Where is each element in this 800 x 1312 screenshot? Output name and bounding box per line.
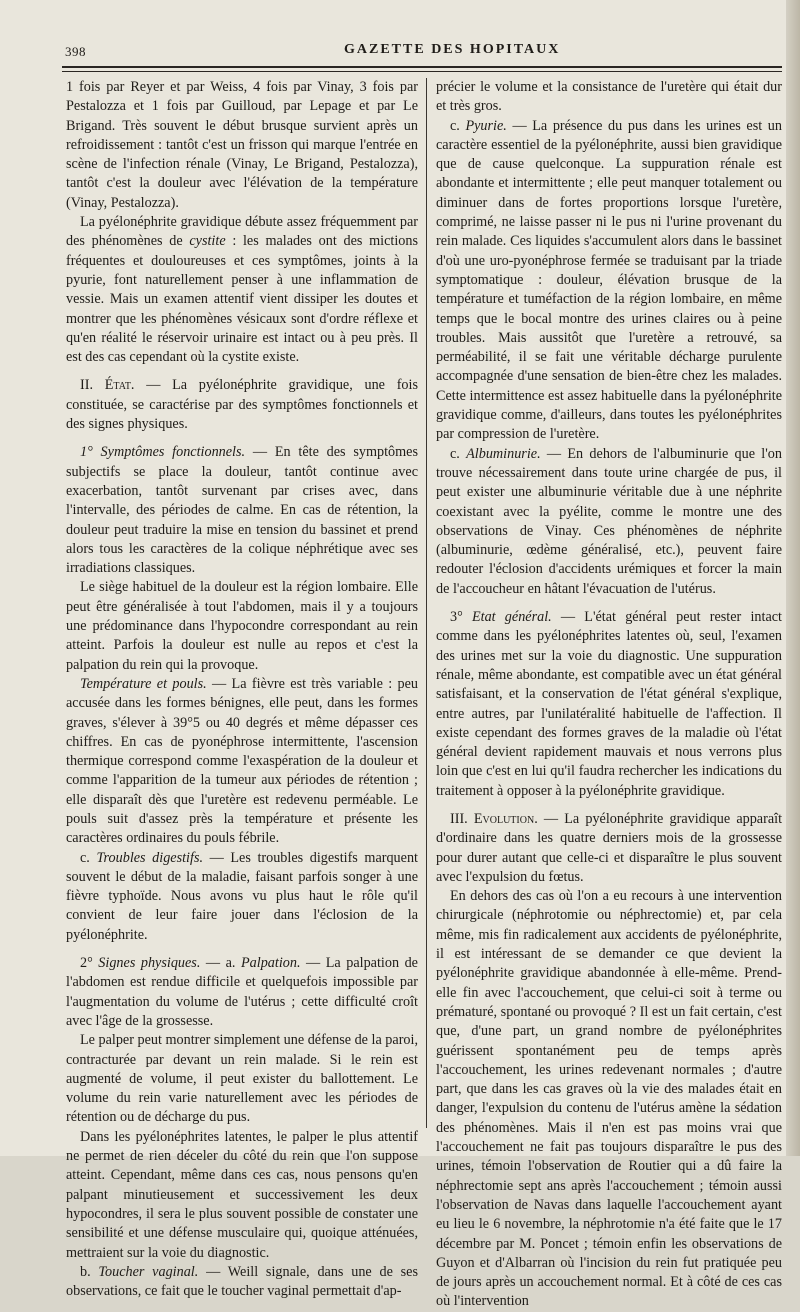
paragraph: c. Albuminurie. — En dehors de l'albuminurie que l'on trouve nécessairement dans toute urine chargée de pus, il peut exister une albuminurie véritable due à une néphrite coexistant avec la pyélite, comme le montre une des observations de Vinay. Ces phénomènes de néphrite (albuminurie, œdème généralisé, etc.), peuvent faire redouter l'éclosion d'accidents urémiques et forcer la main de l'accoucheur en hâtant l'évacuation de l'utérus. <box>436 445 782 597</box>
paragraph: Dans les pyélonéphrites latentes, le palper le plus attentif ne permet de rien déceler du côté du rein que l'on suppose atteint. Cependant, même dans ces cas, nous pensons qu'en palpant minutieusement et successivement les deux hypocondres, il sera le plus souvent possible de constater une sensibilité et une défense musculaire qui, quoique atténuées, mettraient sur la voie du diagnostic. <box>66 1128 418 1261</box>
left-column <box>66 78 418 1301</box>
section-heading-paragraph: III. Evolution. — La pyélonéphrite gravidique apparaît d'ordinaire dans les quatre derniers mois de la grossesse pour durer autant que celle-ci et disparaître le plus souvent avec l'expulsion du fœtus. <box>436 810 783 885</box>
running-title: GAZETTE DES HOPITAUX <box>344 42 561 57</box>
paragraph: Le palper peut montrer simplement une défense de la paroi, contracturée par devant un rein malade. Si le rein est augmenté de volume, il peut exister du ballottement. Le volume du rein varie naturellement avec les périodes de rétention ou de décharge du pus. <box>66 1032 419 1126</box>
paragraph: 2° Signes physiques. — a. Palpation. — La palpation de l'abdomen est rendue difficile et quelquefois impossible par l'augmentation du volume de l'utérus ; cette difficulté croît avec l'âge de la grossesse. <box>66 955 418 1029</box>
paragraph: Le siège habituel de la douleur est la région lombaire. Elle peut être généralisée à tout l'abdomen, mais il y a toujours une prédominance dans l'hypocondre correspondant au rein atteint. Parfois la douleur est nulle au repos et c'est la palpation du rein qui la provoque. <box>66 579 418 673</box>
paragraph: 1 fois par Reyer et par Weiss, 4 fois par Vinay, 3 fois par Pestalozza et 1 fois par Guilloud, par Lepage et par Le Brigand. Très souvent le début brusque survient après un refroidissement : tantôt c'est un frisson qui marque l'entrée en scène de l'infection rénale (Vinay, Le Brigand, Pestalozza), tantôt c'est la douleur avec l'élévation de la température (Vinay, Pestalozza). <box>66 79 418 211</box>
section-heading: III. Evolution. <box>450 810 538 827</box>
paragraph: Température et pouls. — La fièvre est très variable : peu accusée dans les formes bénignes, elle peut, dans les formes graves, s'élever à 39°5 ou 40 degrés et même dépasser ces chiffres. En cas de pyonéphrose intermittente, l'ascension thermique correspond comme l'exaspération de la douleur et comme l'apparition de la tumeur aux périodes de rétention ; elle disparaît dès que l'uretère est redevenu perméable. Le pouls suit d'assez près la température et présente les caractères ordinaires du pouls fébrile. <box>66 675 418 847</box>
header-rule-thin <box>62 71 782 72</box>
section-heading-paragraph: II. État. — La pyélonéphrite gravidique, une fois constituée, se caractérise par des symptômes fonctionnels et des signes physiques. <box>66 377 418 433</box>
section-heading: II. État. <box>80 377 135 394</box>
paragraph: c. Troubles digestifs. — Les troubles digestifs marquent souvent le début de la maladie, faisant parfois songer à une fièvre typhoïde. Nous avons vu plus haut le rôle qu'il convient de leur faire jouer dans l'éclosion de la pyélonéphrite. <box>66 849 418 943</box>
column-divider <box>426 78 427 1128</box>
paragraph: b. Toucher vaginal. — Weill signale, dans une de ses observations, ce fait que le toucher vaginal permettait d'ap- <box>66 1263 419 1300</box>
paragraph: c. Pyurie. — La présence du pus dans les urines est un caractère essentiel de la pyélonéphrite, aussi bien gravidique que de cause quelconque. La suppuration rénale est abondante et intermittente ; elle peut manquer totalement ou diminuer dans de fortes proportions lorsque l'uretère, comprimé, ne laisse passer ni le pus ni l'urine provenant du rein malade. Ces liquides s'accumulent alors dans le bassinet d'où une uro-pyonéphrose fermée se traduisant par la triade symptomatique : douleur, élévation brusque de la température et tuméfaction de la région lombaire, en même temps que le bocal montre des urines claires ou à peine troubles. Mais aussitôt que l'uretère a retrouvé, sa perméabilité, il se fait une véritable décharge purulente accompagnée d'une sensation de bien-être chez les malades. Cette intermittence est assez habituelle dans la pyélonéphrite gravidique comme, d'ailleurs, dans toutes les pyélonéphrites par compression de l'uretère. <box>436 117 782 443</box>
paragraph: 3° Etat général. — L'état général peut rester intact comme dans les pyélonéphrites latentes où, seul, l'examen des urines met sur la voie du diagnostic. Une suppuration rénale, même abondante, est compatible avec un état général satisfaisant, et la conservation de l'état général s'explique, entre autres, par l'unilatéralité habituelle de l'affection. Il existe cependant des formes graves de la maladie où l'état général devient rapidement mauvais et nous verrons plus loin que c'est en lui qu'il faudra rechercher les indications du traitement à opposer à la pyélonéphrite gravidique. <box>436 609 782 799</box>
page-header <box>58 38 782 62</box>
paragraph: En dehors des cas où l'on a eu recours à une intervention chirurgicale (néphrotomie ou néphrectomie) et, par cela même, mis fin radicalement aux accidents de pyélonéphrite, il est intéressant de se demander ce que devient la pyélonéphrite gravidique abandonnée à elle-même. Prend-elle fin avec l'accouchement, que celui-ci soit à terme ou prématuré, spontané ou provoqué ? Il est un fait certain, c'est que, d'une part, un grand nombre de pyélonéphrites guérissent spontanément peu de temps après l'accouchement, les urines redevenant normales ; d'autre part, que dans les cas graves où la vie des malades était en danger, l'expulsion du contenu de l'utérus amène la sédation des phénomènes. Mais il n'en est pas moins vrai que l'accouchement ne fait pas toujours disparaître le pus des urines, témoin l'observation de Routier qui a dû faire la néphrectomie sept ans après l'accouchement ; témoin aussi l'observation de Navas dans laquelle l'accouchement ayant eu lieu le 6 novembre, la néphrotomie n'a été faite que le 17 décembre par M. Poncet ; témoin enfin les observations de Guyon et d'Albarran où l'incision du rein fut pratiquée peu de jours après un accouchement normal. Et à côté de ces cas où l'intervention <box>436 888 782 1310</box>
page-number: 398 <box>65 44 86 59</box>
paragraph: La pyélonéphrite gravidique débute assez fréquemment par des phénomènes de cystite : les malades ont des mictions fréquentes et douloureuses et ces symptômes, joints à la pyurie, font naturellement penser à une inflammation de vessie. Mais un examen attentif vient dissiper les doutes et montrer que les phénomènes vésicaux sont d'ordre réflexe et qu'en réalité le réservoir urinaire est intact ou à peu près. Il est des cas cependant où la cystite existe. <box>66 214 418 366</box>
paragraph: 1° Symptômes fonctionnels. — En tête des symptômes subjectifs se place la douleur, tantôt continue avec exacerbation, tantôt survenant par crises avec, dans l'intervalle, des périodes de calme. En cas de rétention, la douleur peut traduire la mise en tension du bassinet et prend alors tous les caractères de la colique néphrétique avec ses irradiations classiques. <box>66 444 418 577</box>
header-rule <box>62 66 782 68</box>
right-column <box>436 78 782 1312</box>
paragraph: précier le volume et la consistance de l'uretère qui était dur et très gros. <box>436 79 782 115</box>
page-binding-edge <box>786 0 800 1156</box>
